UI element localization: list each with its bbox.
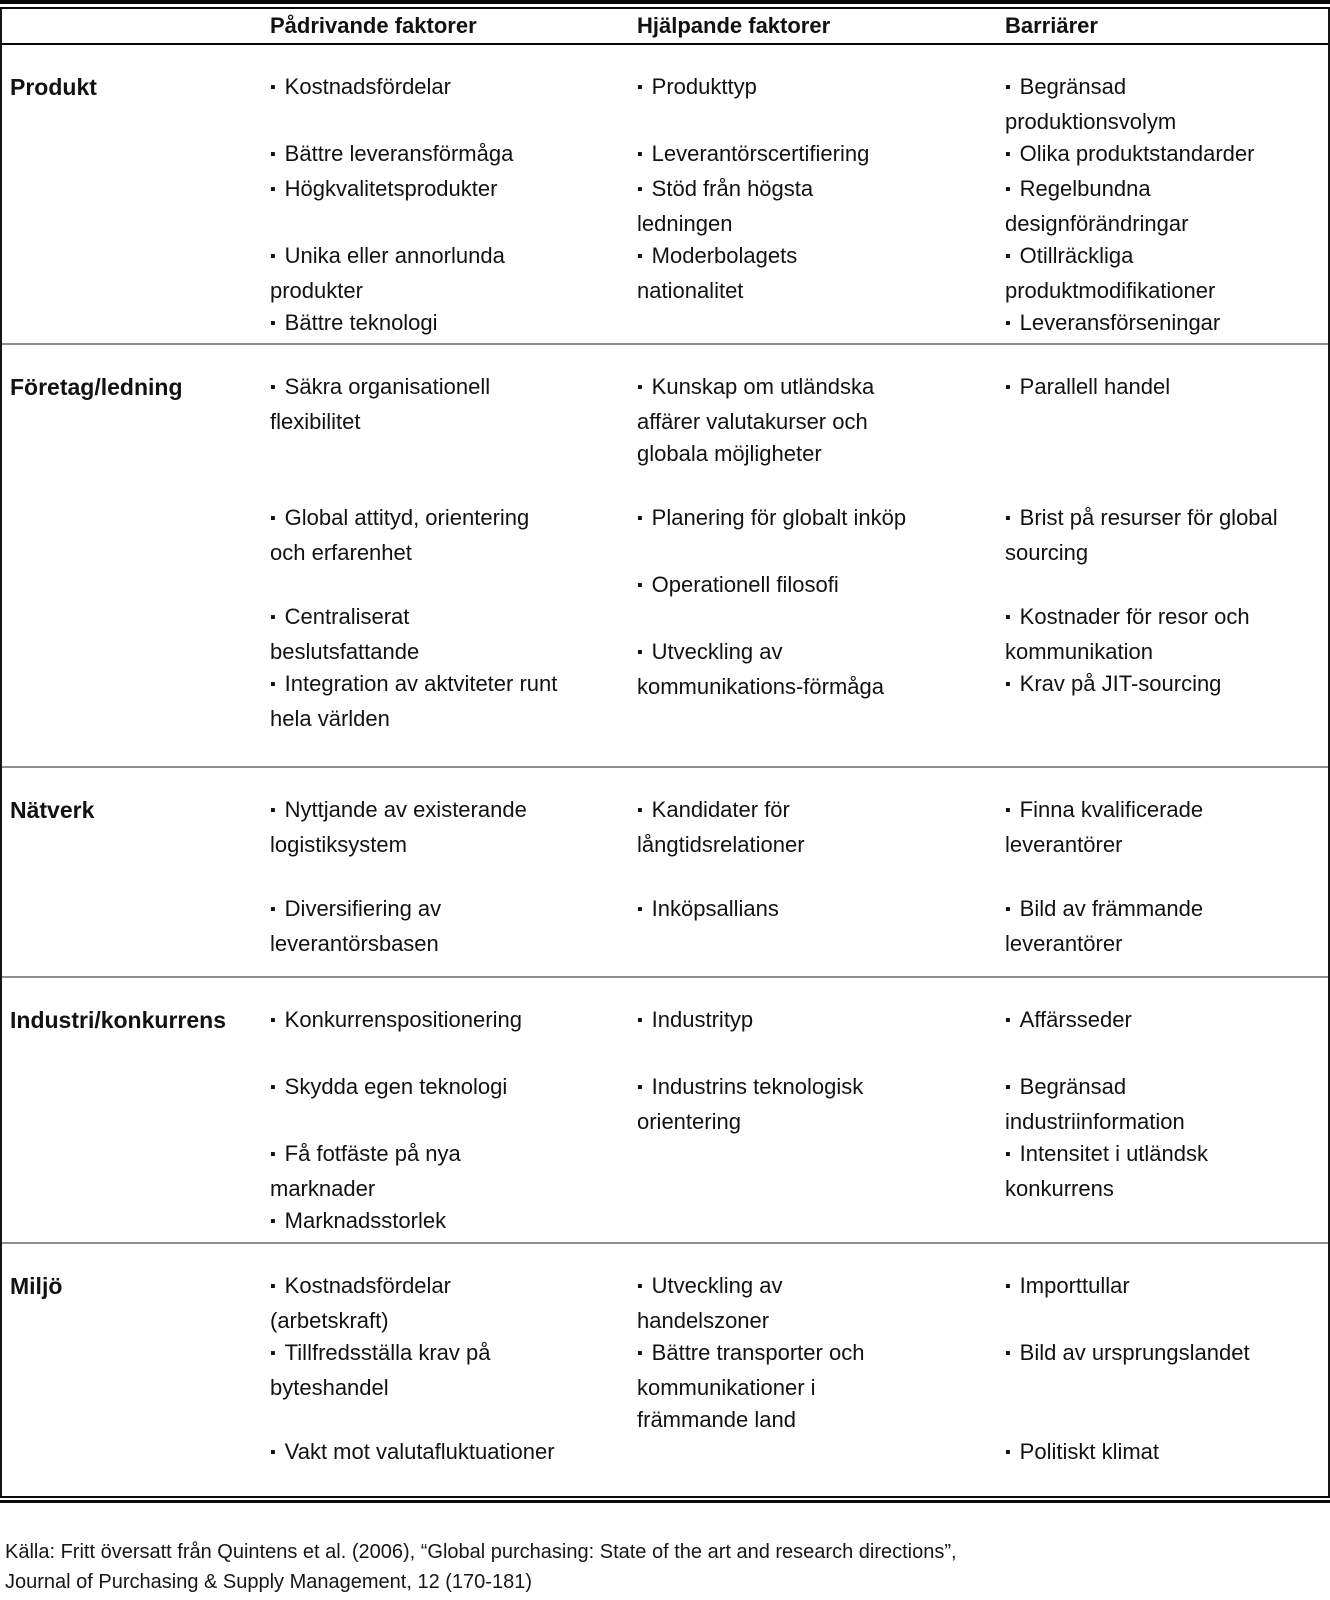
blank-line — [637, 604, 907, 636]
bullet-icon: ▪ — [270, 1444, 276, 1461]
bullet-item: ▪ Begränsad produktionsvolym — [1005, 74, 1177, 134]
bullet-item: ▪ Kandidater för långtidsrelationer — [637, 797, 805, 857]
table-cell-driving — [270, 1270, 637, 1496]
bullet-icon: ▪ — [637, 248, 643, 265]
bullet-icon: ▪ — [1005, 510, 1011, 527]
blank-line — [637, 861, 907, 893]
bullet-item: ▪ Kostnadsfördelar — [270, 74, 451, 99]
bullet-item: ▪ Utveckling av handelszoner — [637, 1273, 783, 1333]
bullet-icon: ▪ — [637, 577, 643, 594]
bullet-icon: ▪ — [270, 146, 276, 163]
bullet-icon: ▪ — [1005, 315, 1011, 332]
bullet-item: ▪ Moderbolagets nationalitet — [637, 243, 798, 303]
bullet-item: ▪ Industrins teknologisk orientering — [637, 1074, 864, 1134]
bullet-item: ▪ Marknadsstorlek — [270, 1208, 447, 1233]
table-row — [2, 345, 1328, 768]
table-row — [2, 768, 1328, 978]
bullet-item: ▪ Brist på resurser för global sourcing — [1005, 505, 1278, 565]
bullet-icon: ▪ — [270, 802, 276, 819]
bullet-icon: ▪ — [1005, 1012, 1011, 1029]
table-cell-helping — [637, 71, 1005, 343]
blank-line — [270, 438, 562, 470]
bullet-item: ▪ Krav på JIT-sourcing — [1005, 671, 1222, 696]
bullet-icon: ▪ — [1005, 181, 1011, 198]
bullet-icon: ▪ — [637, 146, 643, 163]
bullet-icon: ▪ — [1005, 609, 1011, 626]
bullet-icon: ▪ — [1005, 248, 1011, 265]
bullet-icon: ▪ — [637, 901, 643, 918]
bullet-item: ▪ Kunskap om utländska affärer valutakurser och globala möjligheter — [637, 374, 875, 466]
blank-line — [1005, 861, 1301, 893]
bullet-icon: ▪ — [270, 676, 276, 693]
bullet-item: ▪ Otillräckliga produktmodifikationer — [1005, 243, 1216, 303]
factors-table — [0, 9, 1330, 1496]
blank-line — [270, 861, 562, 893]
bullet-item: ▪ Utveckling av kommunikations-förmåga — [637, 639, 884, 699]
column-header-barriers: Barriärer — [1005, 13, 1098, 38]
row-label: Produkt — [10, 74, 97, 100]
bullet-icon: ▪ — [270, 379, 276, 396]
table-row — [2, 45, 1328, 345]
table-cell-helping — [637, 1004, 1005, 1242]
bullet-icon: ▪ — [270, 248, 276, 265]
bullet-icon: ▪ — [270, 1146, 276, 1163]
blank-line — [1005, 1039, 1301, 1071]
row-label: Industri/konkurrens — [10, 1007, 226, 1033]
bullet-item: ▪ Parallell handel — [1005, 374, 1171, 399]
bullet-item: ▪ Affärsseder — [1005, 1007, 1132, 1032]
bullet-icon: ▪ — [637, 1012, 643, 1029]
table-row — [2, 1244, 1328, 1496]
bullet-icon: ▪ — [1005, 79, 1011, 96]
bullet-item: ▪ Leverantörscertifiering — [637, 141, 870, 166]
bullet-item: ▪ Operationell filosofi — [637, 572, 839, 597]
bullet-item: ▪ Nyttjande av existerande logistiksystem — [270, 797, 527, 857]
bullet-item: ▪ Finna kvalificerade leverantörer — [1005, 797, 1204, 857]
bullet-icon: ▪ — [270, 609, 276, 626]
bullet-icon: ▪ — [637, 379, 643, 396]
blank-line — [637, 470, 907, 502]
bullet-icon: ▪ — [270, 315, 276, 332]
bullet-item: ▪ Bättre leveransförmåga — [270, 141, 514, 166]
bullet-item: ▪ Planering för globalt inköp — [637, 505, 907, 530]
bullet-item: ▪ Kostnadsfördelar (arbetskraft) — [270, 1273, 451, 1333]
bullet-item: ▪ Bild av ursprungslandet — [1005, 1340, 1250, 1365]
bullet-icon: ▪ — [637, 1278, 643, 1295]
row-label: Företag/ledning — [10, 374, 183, 400]
bullet-item: ▪ Tillfredsställa krav på byteshandel — [270, 1340, 491, 1400]
blank-line — [270, 1404, 562, 1436]
bullet-item: ▪ Vakt mot valutafluktuationer — [270, 1439, 555, 1464]
bullet-item: ▪ Bättre teknologi — [270, 310, 438, 335]
table-bottom-border — [0, 1496, 1330, 1503]
bullet-icon: ▪ — [637, 1079, 643, 1096]
table-body — [2, 45, 1328, 1496]
table-cell-barriers — [1005, 371, 1328, 766]
blank-line — [1005, 470, 1301, 502]
bullet-icon: ▪ — [270, 510, 276, 527]
bullet-item: ▪ Konkurrenspositionering — [270, 1007, 522, 1032]
bullet-item: ▪ Global attityd, orientering och erfarenhet — [270, 505, 530, 565]
table-cell-helping — [637, 1270, 1005, 1496]
bullet-icon: ▪ — [270, 1278, 276, 1295]
bullet-item: ▪ Begränsad industriinformation — [1005, 1074, 1185, 1134]
table-header-row — [2, 9, 1328, 45]
table-cell-barriers — [1005, 1004, 1328, 1242]
bullet-icon: ▪ — [637, 510, 643, 527]
bullet-icon: ▪ — [1005, 1444, 1011, 1461]
bullet-icon: ▪ — [270, 79, 276, 96]
bullet-item: ▪ Få fotfäste på nya marknader — [270, 1141, 461, 1201]
bullet-item: ▪ Inköpsallians — [637, 896, 779, 921]
blank-line — [1005, 1372, 1301, 1404]
bullet-icon: ▪ — [1005, 379, 1011, 396]
blank-line — [637, 537, 907, 569]
table-cell-barriers — [1005, 71, 1328, 343]
bullet-item: ▪ Regelbundna designförändringar — [1005, 176, 1189, 236]
bullet-item: ▪ Bild av främmande leverantörer — [1005, 896, 1204, 956]
bullet-item: ▪ Unika eller annorlunda produkter — [270, 243, 505, 303]
bullet-item: ▪ Politiskt klimat — [1005, 1439, 1160, 1464]
blank-line — [1005, 406, 1301, 438]
bullet-icon: ▪ — [1005, 1146, 1011, 1163]
bullet-icon: ▪ — [1005, 1079, 1011, 1096]
bullet-item: ▪ Stöd från högsta ledningen — [637, 176, 814, 236]
blank-line — [270, 106, 562, 138]
bullet-icon: ▪ — [270, 1079, 276, 1096]
blank-line — [1005, 1305, 1301, 1337]
table-row — [2, 978, 1328, 1244]
bullet-item: ▪ Bättre transporter och kommunikationer i främmande land — [637, 1340, 865, 1432]
bullet-item: ▪ Intensitet i utländsk konkurrens — [1005, 1141, 1209, 1201]
blank-line — [270, 1039, 562, 1071]
bullet-icon: ▪ — [637, 181, 643, 198]
source-line-2: Journal of Purchasing & Supply Management, 12 (170-181) — [5, 1571, 532, 1593]
bullet-item: ▪ Diversifiering av leverantörsbasen — [270, 896, 442, 956]
bullet-icon: ▪ — [1005, 901, 1011, 918]
blank-line — [270, 1106, 562, 1138]
bullet-icon: ▪ — [1005, 146, 1011, 163]
bullet-icon: ▪ — [637, 79, 643, 96]
blank-line — [637, 1039, 907, 1071]
table-cell-driving — [270, 794, 637, 976]
bullet-item: ▪ Kostnader för resor och kommunikation — [1005, 604, 1250, 664]
bullet-icon: ▪ — [270, 1345, 276, 1362]
table-cell-barriers — [1005, 1270, 1328, 1496]
blank-line — [1005, 438, 1301, 470]
bullet-icon: ▪ — [270, 901, 276, 918]
bullet-icon: ▪ — [270, 1012, 276, 1029]
blank-line — [1005, 1404, 1301, 1436]
bullet-item: ▪ Skydda egen teknologi — [270, 1074, 508, 1099]
blank-line — [270, 470, 562, 502]
table-cell-driving — [270, 1004, 637, 1242]
table-cell-driving — [270, 371, 637, 766]
table-cell-barriers — [1005, 794, 1328, 976]
blank-line — [270, 208, 562, 240]
bullet-icon: ▪ — [637, 802, 643, 819]
bullet-item: ▪ Industrityp — [637, 1007, 754, 1032]
bullet-item: ▪ Olika produktstandarder — [1005, 141, 1255, 166]
bullet-item: ▪ Säkra organisationell flexibilitet — [270, 374, 491, 434]
blank-line — [270, 569, 562, 601]
blank-line — [637, 106, 907, 138]
blank-line — [1005, 569, 1301, 601]
table-cell-helping — [637, 371, 1005, 766]
bullet-icon: ▪ — [1005, 1278, 1011, 1295]
row-label: Miljö — [10, 1273, 63, 1299]
row-label: Nätverk — [10, 797, 95, 823]
bullet-icon: ▪ — [270, 1213, 276, 1230]
bullet-icon: ▪ — [1005, 676, 1011, 693]
bullet-icon: ▪ — [1005, 1345, 1011, 1362]
bullet-item: ▪ Integration av aktviteter runt hela världen — [270, 671, 558, 731]
bullet-icon: ▪ — [1005, 802, 1011, 819]
source-note — [0, 1537, 1330, 1597]
column-header-driving: Pådrivande faktorer — [270, 13, 477, 38]
bullet-icon: ▪ — [270, 181, 276, 198]
bullet-icon: ▪ — [637, 644, 643, 661]
bullet-item: ▪ Leveransförseningar — [1005, 310, 1221, 335]
bullet-item: ▪ Högkvalitetsprodukter — [270, 176, 498, 201]
column-header-helping: Hjälpande faktorer — [637, 13, 831, 38]
bullet-item: ▪ Produkttyp — [637, 74, 757, 99]
source-line-1: Källa: Fritt översatt från Quintens et al. (2006), “Global purchasing: State of the art and research directions”, — [5, 1541, 957, 1563]
table-cell-driving — [270, 71, 637, 343]
bullet-icon: ▪ — [637, 1345, 643, 1362]
bullet-item: ▪ Importtullar — [1005, 1273, 1130, 1298]
table-top-border — [0, 0, 1330, 9]
bullet-item: ▪ Centraliserat beslutsfattande — [270, 604, 420, 664]
table-cell-helping — [637, 794, 1005, 976]
